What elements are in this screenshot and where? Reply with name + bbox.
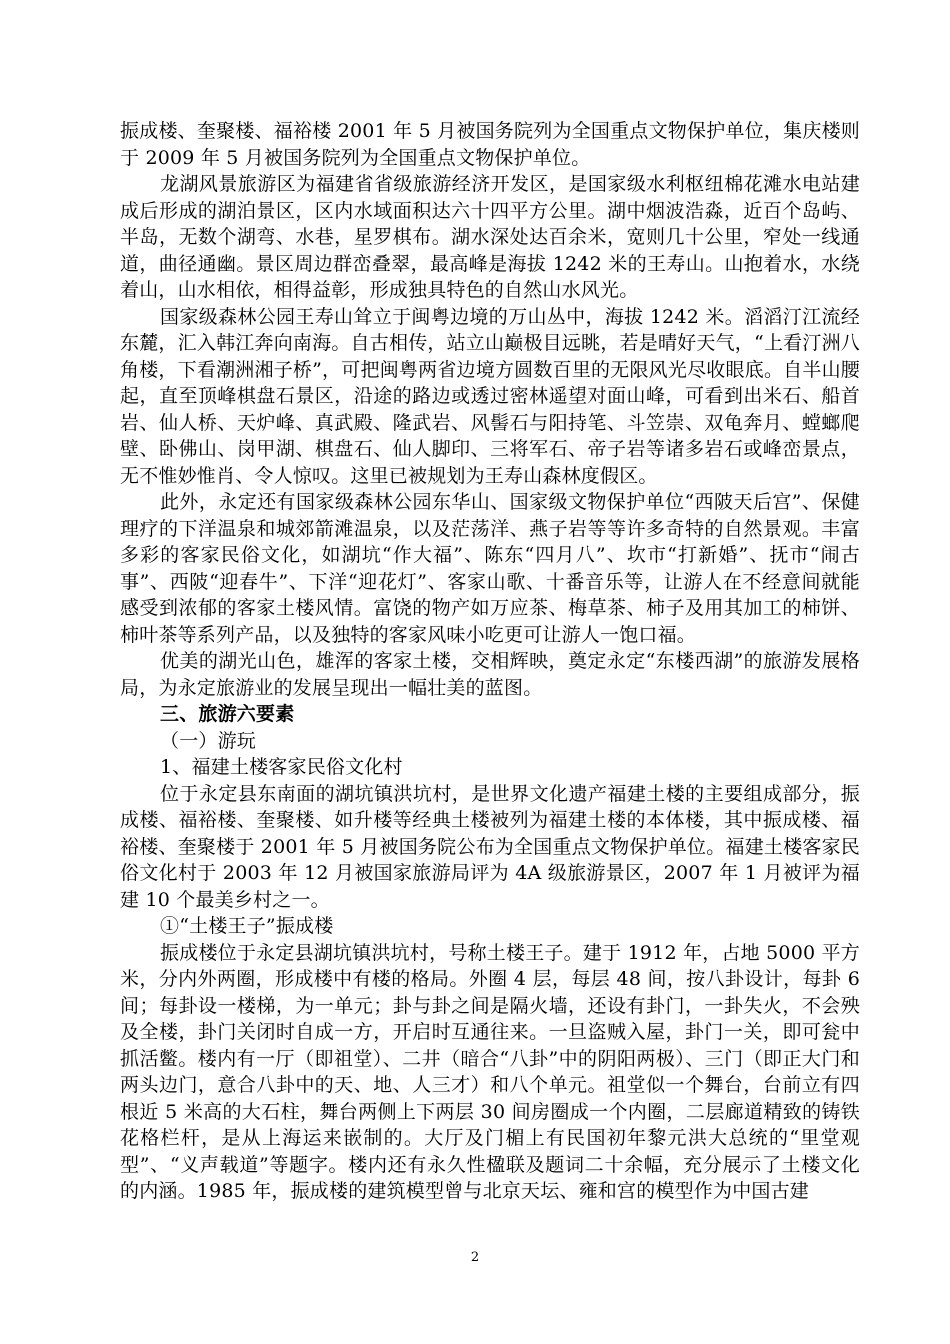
page-number: 2 — [470, 1250, 480, 1265]
paragraph-other-attractions: 此外，永定还有国家级森林公园东华山、国家级文物保护单位“西陂天后宫”、保健理疗的下洋温泉和城郊箭滩温泉，以及茫荡洋、燕子岩等等许多奇特的自然景观。丰富多彩的客家民俗文化，如湖坑“作大福”、陈东“四月八”、坎市“打新婚”、抚市“闹古事”、西陂“迎春牛”、下洋“迎花灯”、客家山歌、十番音乐等，让游人在不经意间就能感受到浓郁的客家土楼风情。富饶的物产如万应茶、梅草茶、柿子及用其加工的柿饼、柿叶茶等系列产品，以及独特的客家风味小吃更可让游人一饱口福。 — [120, 491, 860, 646]
paragraph-longhu-scenic-area: 龙湖风景旅游区为福建省省级旅游经济开发区，是国家级水利枢纽棉花滩水电站建成后形成的湖泊景区，区内水域面积达六十四平方公里。湖中烟波浩淼，近百个岛屿、半岛，无数个湖弯、水巷，星罗棋布。湖水深处达百余米，宽则几十公里，窄处一线通道，曲径通幽。景区周边群峦叠翠，最高峰是海拔 1242 米的王寿山。山抱着水，水绕着山，山水相依，相得益彰，形成独具特色的自然山水风光。 — [120, 173, 860, 301]
paragraph-1: 振成楼、奎聚楼、福裕楼 2001 年 5 月被国务院列为全国重点文物保护单位，集庆楼则于 2009 年 5 月被国务院列为全国重点文物保护单位。 — [120, 120, 860, 169]
paragraph-summary: 优美的湖光山色，雄浑的客家土楼，交相辉映，奠定永定“东楼西湖”的旅游发展格局，为永定旅游业的发展呈现出一幅壮美的蓝图。 — [120, 650, 860, 699]
item-heading: 1、福建土楼客家民俗文化村 — [160, 756, 403, 778]
paragraph-folk-culture-village: 位于永定县东南面的湖坑镇洪坑村，是世界文化遗产福建土楼的主要组成部分，振成楼、福裕楼、奎聚楼、如升楼等经典土楼被列为福建土楼的本体楼，其中振成楼、福裕楼、奎聚楼于 2001 年 5 月被国务院公布为全国重点文物保护单位。福建土楼客家民俗文化村于 2003 年 12 月被国家旅游局评为 4A 级旅游景区，2007 年 1 月被评为福建 10 个最美乡村之一。 — [120, 782, 860, 911]
paragraph-wangshou-mountain: 国家级森林公园王寿山耸立于闽粤边境的万山丛中，海拔 1242 米。滔滔汀江流经东麓，汇入韩江奔向南海。自古相传，站立山巅极目远眺，若是晴好天气，“上看汀洲八角楼，下看潮洲湘子桥”，可把闽粤两省边境方圆数百里的无限风光尽收眼底。自半山腰起，直至顶峰棋盘石景区，沿途的路边或透过密林遥望对面山峰，可看到出米石、船首岩、仙人桥、天炉峰、真武殿、隆武岩、风髻石与阳持笔、斗笠崇、双龟奔月、螳螂爬壁、卧佛山、岗甲湖、棋盘石、仙人脚印、三将军石、帝子岩等诸多岩石或峰峦景点，无不惟妙惟肖、令人惊叹。这里已被规划为王寿山森林度假区。 — [120, 305, 860, 487]
item-subheading: ①“土楼王子”振成楼 — [160, 915, 334, 937]
section-heading: 三、旅游六要素 — [160, 703, 295, 725]
document-page — [120, 118, 860, 1205]
paragraph-zhencheng-building: 振成楼位于永定县湖坑镇洪坑村，号称土楼王子。建于 1912 年，占地 5000 平方米，分内外两圈，形成楼中有楼的格局。外圈 4 层，每层 48 间，按八卦设计，每卦 6 间；每卦设一楼梯，为一单元；卦与卦之间是隔火墙，还设有卦门，一卦失火，不会殃及全楼，卦门关闭时自成一方，开启时互通往来。一旦盗贼入屋，卦门一关，即可瓮中抓活鳖。楼内有一厅（即祖堂）、二井（暗合“八卦”中的阴阳两极）、三门（即正大门和两头边门，意合八卦中的天、地、人三才）和八个单元。祖堂似一个舞台，台前立有四根近 5 米高的大石柱，舞台两侧上下两层 30 间房圈成一个内圈，二层廊道精致的铸铁花格栏杆，是从上海运来嵌制的。大厅及门楣上有民国初年黎元洪大总统的“里堂观型”、“义声载道”等题字。楼内还有永久性楹联及题词二十余幅，充分展示了土楼文化的内涵。1985 年，振成楼的建筑模型曾与北京天坛、雍和宫的模型作为中国古建 — [120, 941, 860, 1202]
subsection-heading: （一）游玩 — [160, 729, 257, 752]
